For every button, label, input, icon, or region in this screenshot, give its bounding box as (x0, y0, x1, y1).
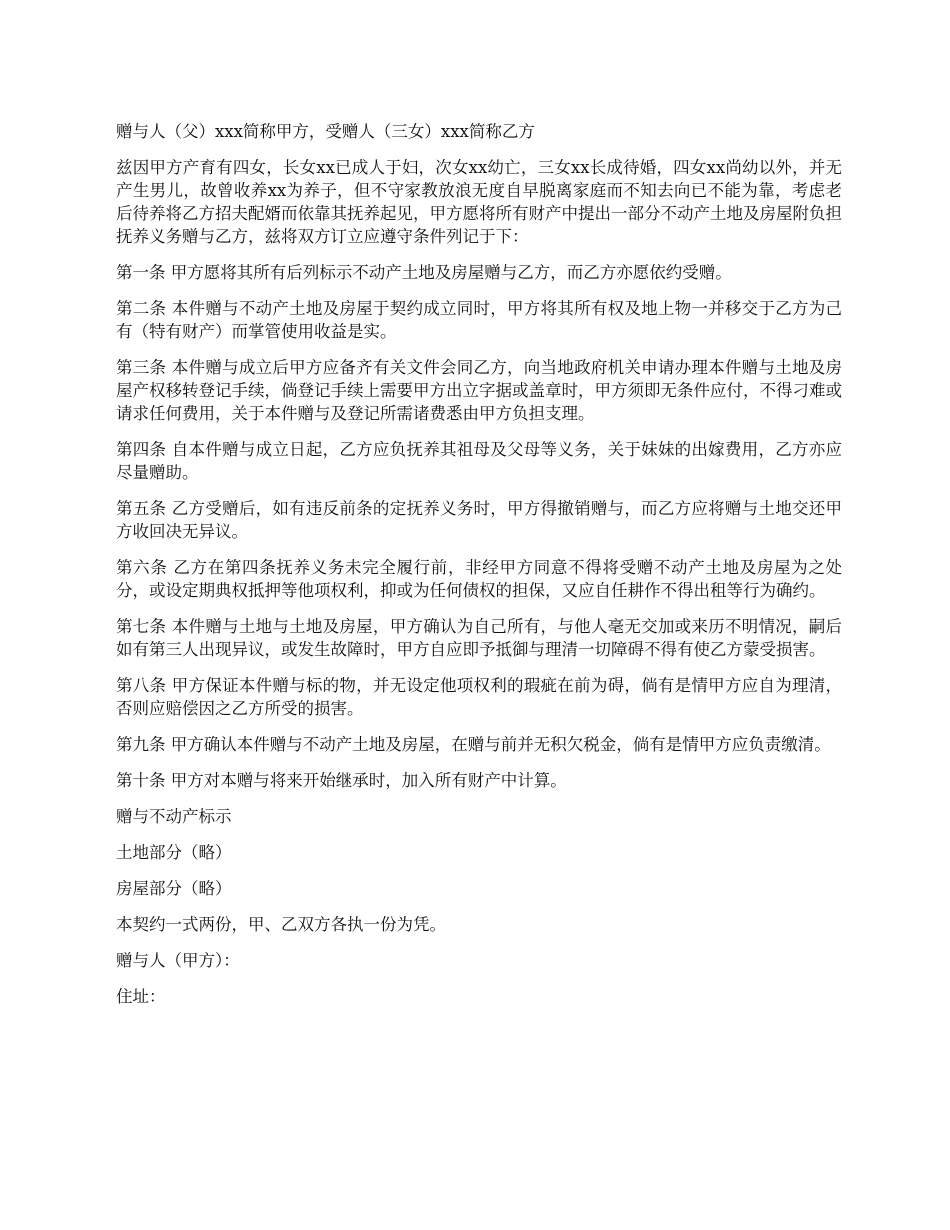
article-8: 第八条 甲方保证本件赠与标的物，并无设定他项权利的瑕疵在前为碍，倘有是情甲方应自为理清，否则应赔偿因之乙方所受的损害。 (116, 676, 842, 718)
contract-heading-parties: 赠与人（父）xxx简称甲方，受赠人（三女）xxx简称乙方 (116, 122, 535, 141)
article-2: 第二条 本件赠与不动产土地及房屋于契约成立同时，甲方将其所有权及地上物一并移交于乙方为己有（特有财产）而掌管使用收益是实。 (116, 299, 842, 341)
document-body (116, 120, 842, 1021)
article-10: 第十条 甲方对本赠与将来开始继承时，加入所有财产中计算。 (116, 771, 567, 790)
article-4: 第四条 自本件赠与成立日起，乙方应负抚养其祖母及父母等义务，关于妹妹的出嫁费用，乙方亦应尽量赠助。 (116, 440, 842, 482)
article-6: 第六条 乙方在第四条抚养义务未完全履行前，非经甲方同意不得将受赠不动产土地及房屋为之处分，或设定期典权抵押等他项权利，抑或为任何债权的担保，又应自任耕作不得出租等行为确约。 (116, 558, 842, 600)
property-schedule-title: 赠与不动产标示 (116, 807, 232, 826)
article-9: 第九条 甲方确认本件赠与不动产土地及房屋，在赠与前并无积欠税金，倘有是情甲方应负责缴清。 (116, 735, 831, 754)
house-section: 房屋部分（略） (116, 879, 232, 898)
land-section: 土地部分（略） (116, 843, 232, 862)
contract-preamble: 兹因甲方产育有四女，长女xx已成人于妇，次女xx幼亡，三女xx长成待婚，四女xx尚幼以外，并无产生男儿，故曾收养xx为养子，但不守家教放浪无度自早脱离家庭而不知去向已不能为靠，考虑老后待养将乙方招夫配婿而依靠其抚养起见，甲方愿将所有财产中提出一部分不动产土地及房屋附负担抚养义务赠与乙方，兹将双方订立应遵守条件列记于下： (116, 158, 842, 246)
article-3: 第三条 本件赠与成立后甲方应备齐有关文件会同乙方，向当地政府机关申请办理本件赠与土地及房屋产权移转登记手续，倘登记手续上需要甲方出立字据或盖章时，甲方须即无条件应付，不得刁难或请求任何费用，关于本件赠与及登记所需诸费悉由甲方负担支理。 (116, 358, 842, 423)
address-label: 住址： (116, 987, 166, 1006)
article-1: 第一条 甲方愿将其所有后列标示不动产土地及房屋赠与乙方，而乙方亦愿依约受赠。 (116, 263, 732, 282)
donor-signature-label: 赠与人（甲方）： (116, 951, 240, 970)
copies-clause: 本契约一式两份，甲、乙双方各执一份为凭。 (116, 915, 446, 934)
article-5: 第五条 乙方受赠后，如有违反前条的定抚养义务时，甲方得撤销赠与，而乙方应将赠与土地交还甲方收回决无异议。 (116, 499, 842, 541)
article-7: 第七条 本件赠与土地与土地及房屋，甲方确认为自己所有，与他人毫无交加或来历不明情况，嗣后如有第三人出现异议，或发生故障时，甲方自应即予抵御与理清一切障碍不得有使乙方蒙受损害。 (116, 617, 842, 659)
